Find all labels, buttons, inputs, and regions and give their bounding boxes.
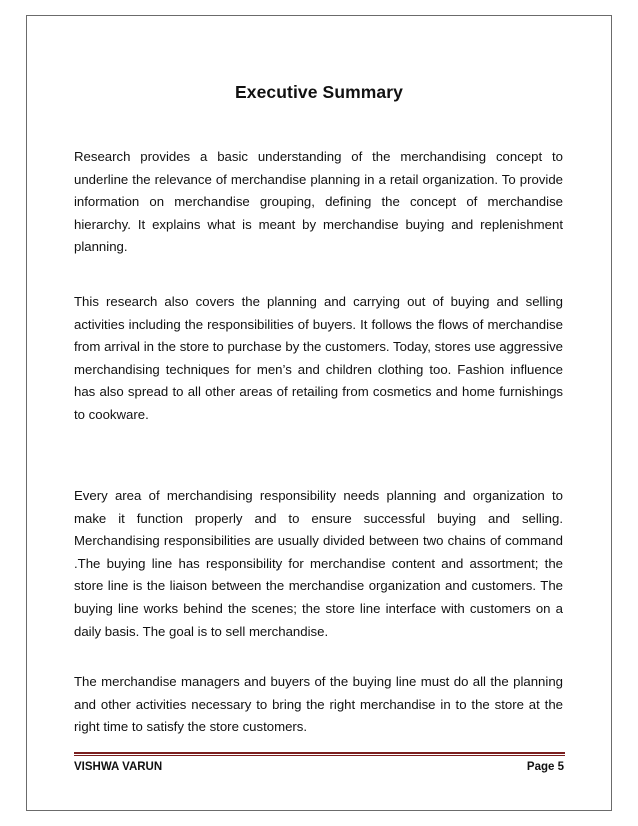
paragraph-4: The merchandise managers and buyers of the buying line must do all the planning and other activities necessary to bring the right merchandise in to the store at the right time to satisfy the store customers. bbox=[74, 674, 563, 735]
paragraph-2: This research also covers the planning and carrying out of buying and selling activities including the responsibilities of buyers. It follows the flows of merchandise from arrival in the store to purchase by the customers. Today, stores use aggressive merchandising techniques for men’s and children clothing too. Fashion influence has also spread to all other areas of retailing from cosmetics and home furnishings to cookware. bbox=[74, 294, 563, 422]
paragraph-3: Every area of merchandising responsibility needs planning and organization to make it function properly and to ensure successful buying and selling. Merchandising responsibilities are usually divided between two chains of command .The buying line has responsibility for merchandise content and assortment; the store line is the liaison between the merchandise organization and customers. The buying line works behind the scenes; the store line interface with customers on a daily basis. The goal is to sell merchandise. bbox=[74, 488, 563, 639]
page-title: Executive Summary bbox=[234, 82, 404, 102]
footer-rule-thin bbox=[74, 755, 565, 756]
paragraph-1: Research provides a basic understanding of the merchandising concept to underline the relevance of merchandise planning in a retail organization. To provide information on merchandise grouping, defining the concept of merchandise hierarchy. It explains what is meant by merchandise buying and replenishment planning. bbox=[74, 149, 563, 255]
footer-page-number: Page 5 bbox=[526, 761, 564, 773]
footer-rule bbox=[74, 752, 565, 754]
footer-author: VISHWA VARUN bbox=[74, 761, 163, 773]
